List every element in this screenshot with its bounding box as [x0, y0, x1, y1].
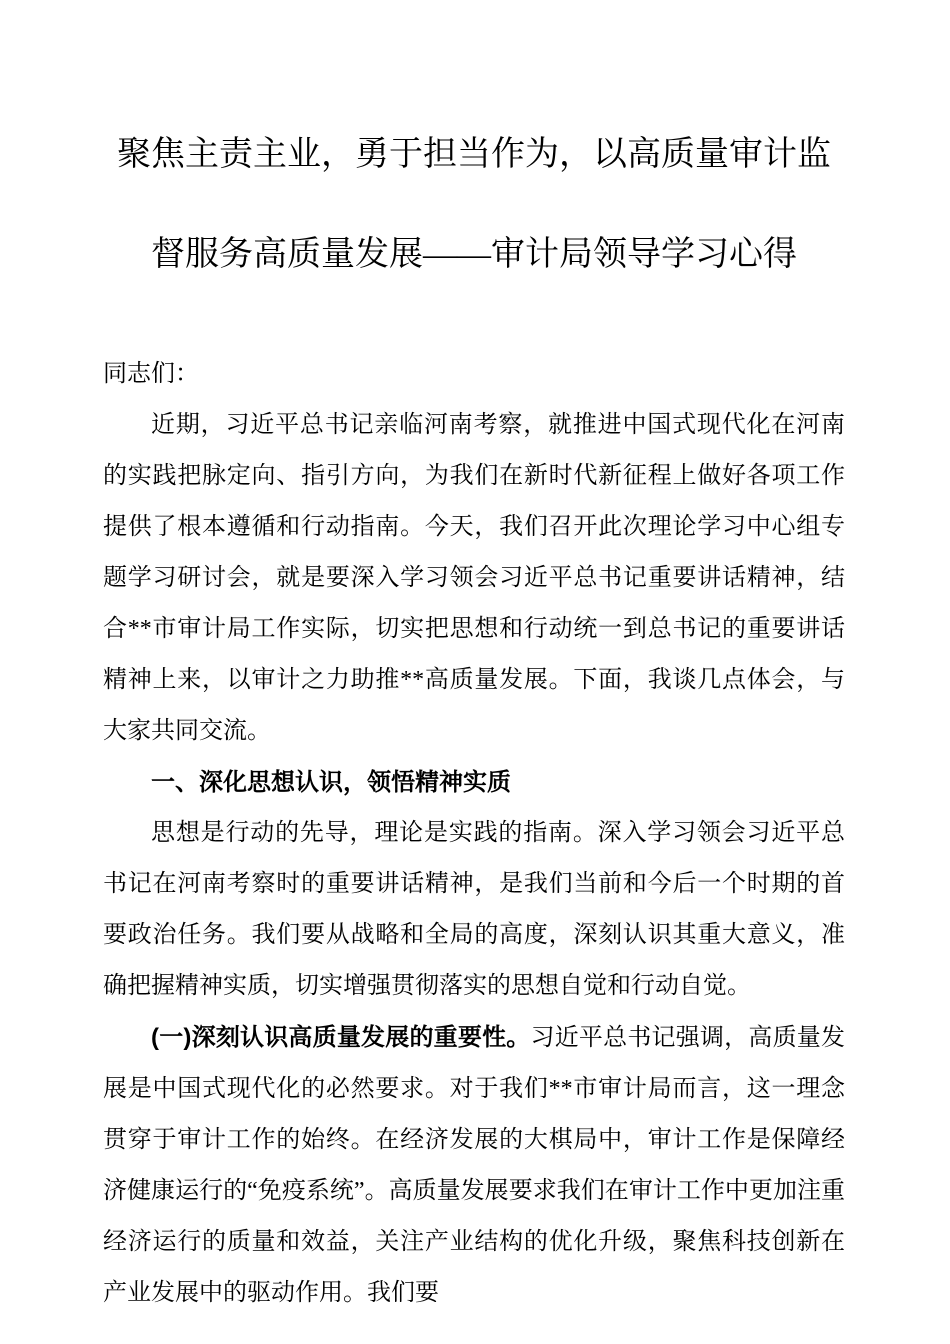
subsection-1-paragraph: [103, 1012, 845, 1319]
document-title-line-2: 督服务高质量发展——审计局领导学习心得: [151, 236, 797, 273]
section-1-heading: 一、深化思想认识，领悟精神实质: [151, 769, 511, 796]
document-title: [103, 105, 845, 305]
salutation: 同志们：: [103, 361, 199, 387]
subsection-1-text: 习近平总书记强调，高质量发展是中国式现代化的必然要求。对于我们**市审计局而言，这一理念贯穿于审计工作的始终。在经济发展的大棋局中，审计工作是保障经济健康运行的“免疫系统”。高质量发展要求我们在审计工作中更加注重经济运行的质量和效益，关注产业结构的优化升级，聚焦科技创新在产业发展中的驱动作用。我们要: [103, 1025, 846, 1306]
paragraph-intro: 近期，习近平总书记亲临河南考察，就推进中国式现代化在河南的实践把脉定向、指引方向，为我们在新时代新征程上做好各项工作提供了根本遵循和行动指南。今天，我们召开此次理论学习中心组专题学习研讨会，就是要深入学习领会习近平总书记重要讲话精神，结合**市审计局工作实际，切实把思想和行动统一到总书记的重要讲话精神上来，以审计之力助推**高质量发展。下面，我谈几点体会，与大家共同交流。: [103, 412, 845, 744]
document-title-line-1: 聚焦主责主业，勇于担当作为，以高质量审计监: [117, 136, 831, 173]
subsection-1-lead: (一)深刻认识高质量发展的重要性。: [151, 1024, 531, 1051]
document-body: [103, 349, 845, 1319]
section-1-paragraph: 思想是行动的先导，理论是实践的指南。深入学习领会习近平总书记在河南考察时的重要讲话精神，是我们当前和今后一个时期的首要政治任务。我们要从战略和全局的高度，深刻认识其重大意义，准确把握精神实质，切实增强贯彻落实的思想自觉和行动自觉。: [103, 820, 845, 999]
